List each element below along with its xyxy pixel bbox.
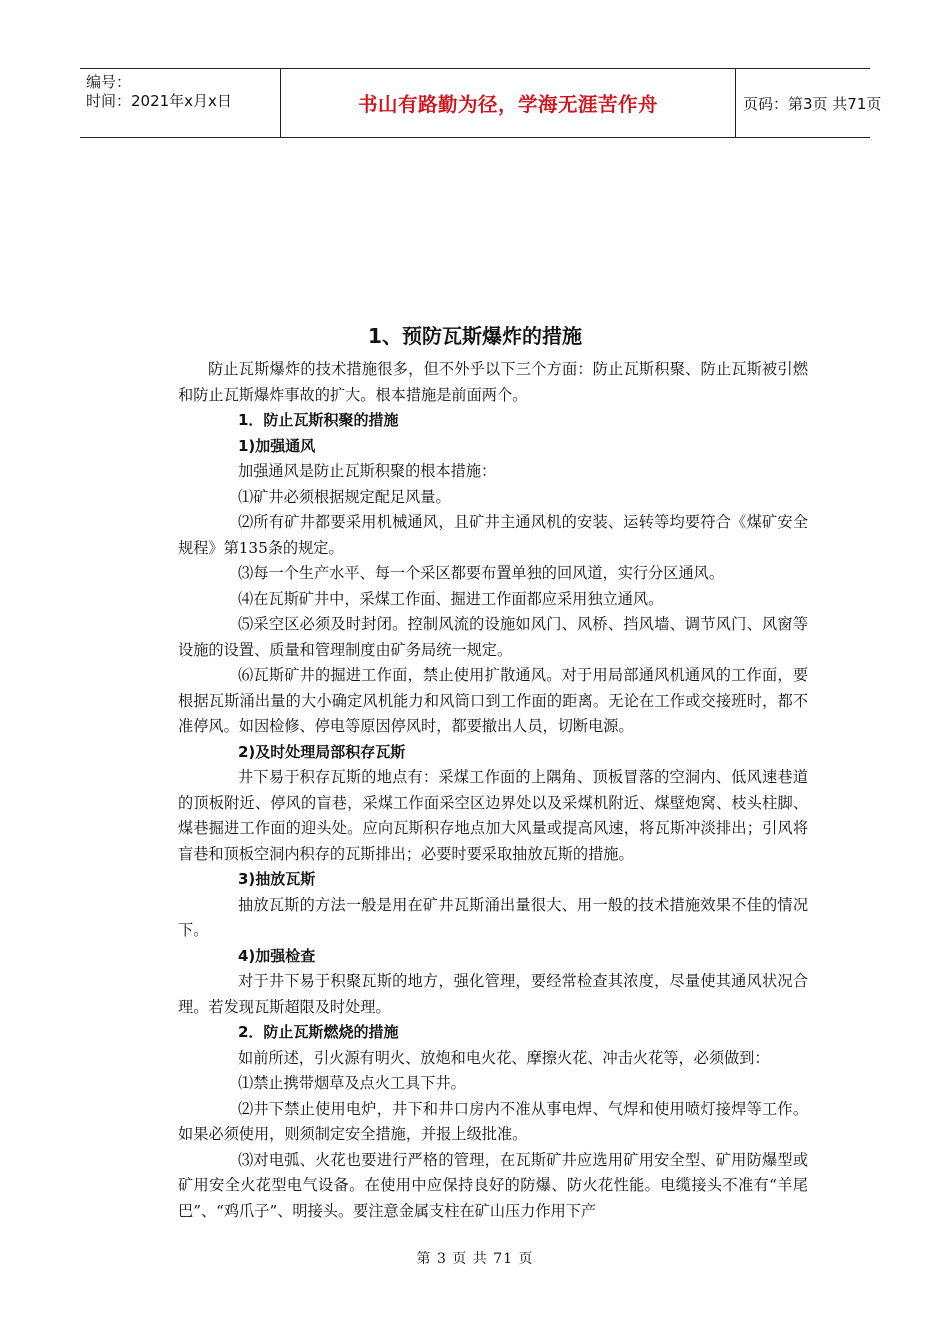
paragraph: ⑵井下禁止使用电炉，井下和井口房内不准从事电焊、气焊和使用喷灯接焊等工作。如果必须使用，则须制定安全措施，并报上级批准。 bbox=[178, 1099, 808, 1143]
paragraph: 井下易于积存瓦斯的地点有：采煤工作面的上隅角、顶板冒落的空洞内、低风速巷道的顶板附近、停风的盲巷，采煤工作面采空区边界处以及采煤机附近、煤壁炮窝、枝头柱脚、煤巷掘进工作面的迎头处。应向瓦斯积存地点加大风量或提高风速，将瓦斯冲淡排出；引风将盲巷和顶板空洞内积存的瓦斯排出；必要时要采取抽放瓦斯的措施。 bbox=[178, 768, 808, 863]
paragraph: 如前所述，引火源有明火、放炮和电火花、摩擦火花、冲击火花等，必须做到： bbox=[238, 1048, 770, 1067]
header-page-info: 页码：第3页 共71页 bbox=[743, 94, 882, 113]
heading: 1．防止瓦斯积聚的措施 bbox=[238, 411, 399, 429]
paragraph: 加强通风是防止瓦斯积聚的根本措施： bbox=[238, 462, 497, 480]
subheading: 4)加强检查 bbox=[238, 946, 316, 965]
section-title: 1、预防瓦斯爆炸的措施 bbox=[368, 324, 582, 348]
paragraph: ⑹瓦斯矿井的掘进工作面，禁止使用扩散通风。对于用局部通风机通风的工作面，要根据瓦斯涌出量的大小确定风机能力和风筒口到工作面的距离。无论在工作或交接班时，都不准停风。如因检修、停电等原因停风时，都要撤出人员，切断电源。 bbox=[178, 666, 808, 735]
subheading: 2)及时处理局部积存瓦斯 bbox=[238, 742, 406, 761]
paragraph: ⑶对电弧、火花也要进行严格的管理，在瓦斯矿井应选用矿用安全型、矿用防爆型或矿用安全火花型电气设备。在使用中应保持良好的防爆、防火花性能。电缆接头不准有“羊尾巴”、“鸡爪子”、明接头。要注意金属支柱在矿山压力作用下产 bbox=[178, 1150, 808, 1220]
header-motto-cell bbox=[280, 69, 736, 137]
subheading: 1)加强通风 bbox=[238, 436, 316, 455]
subheading: 3)抽放瓦斯 bbox=[238, 870, 316, 888]
code-label: 编号： bbox=[86, 73, 132, 91]
header-page-cell bbox=[735, 69, 882, 137]
paragraph: ⑴禁止携带烟草及点火工具下井。 bbox=[238, 1074, 466, 1092]
date-label: 时间：2021年x月x日 bbox=[86, 92, 232, 110]
heading: 2．防止瓦斯燃烧的措施 bbox=[238, 1023, 399, 1041]
document-header bbox=[80, 68, 882, 138]
page-footer: 第 3 页 共 71 页 bbox=[416, 1251, 534, 1267]
paragraph: ⑴矿井必须根据规定配足风量。 bbox=[238, 487, 451, 506]
body-content bbox=[178, 357, 808, 1224]
paragraph: ⑸采空区必须及时封闭。控制风流的设施如风门、风桥、挡风墙、调节风门、风窗等设施的设置、质量和管理制度由矿务局统一规定。 bbox=[178, 615, 808, 659]
paragraph: ⑵所有矿井都要采用机械通风，且矿井主通风机的安装、运转等均要符合《煤矿安全规程》第135条的规定。 bbox=[178, 513, 808, 557]
header-meta bbox=[80, 69, 280, 137]
motto-text: 书山有路勤为径，学海无涯苦作舟 bbox=[357, 93, 658, 116]
paragraph: 抽放瓦斯的方法一般是用在矿井瓦斯涌出量很大、用一般的技术措施效果不佳的情况下。 bbox=[178, 895, 808, 939]
paragraph: 防止瓦斯爆炸的技术措施很多，但不外乎以下三个方面：防止瓦斯积聚、防止瓦斯被引燃和防止瓦斯爆炸事故的扩大。根本措施是前面两个。 bbox=[178, 360, 808, 404]
paragraph: ⑷在瓦斯矿井中，采煤工作面、掘进工作面都应采用独立通风。 bbox=[238, 589, 664, 608]
paragraph: ⑶每一个生产水平、每一个采区都要布置单独的回风道，实行分区通风。 bbox=[238, 564, 724, 582]
paragraph: 对于井下易于积聚瓦斯的地方，强化管理，要经常检查其浓度，尽量使其通风状况合理。若发现瓦斯超限及时处理。 bbox=[178, 972, 808, 1016]
